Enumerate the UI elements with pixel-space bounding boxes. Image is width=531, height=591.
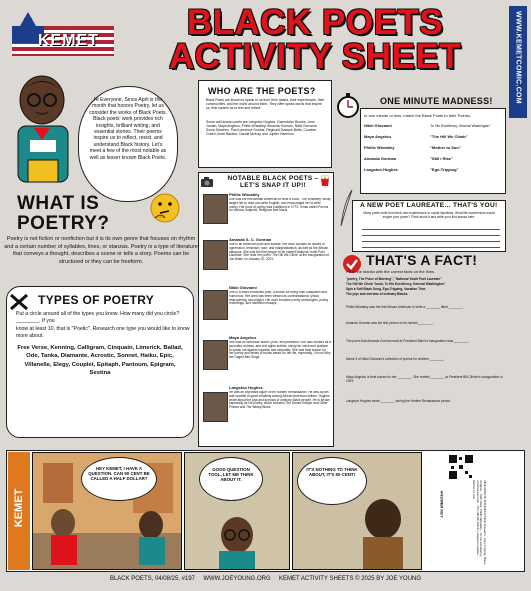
poet-portrait-hughes [203,392,228,422]
minute-title: ONE MINUTE MADNESS! [380,96,493,106]
minute-poems [430,124,504,179]
intro-text: Hi Everyone, Since April is the month that honors Poetry, let us consider the works of Black Poets. Black poets' work provides rich insights, brilliant writing, and essential stories. Their poems inspire us to reflect, resist, and understand Black history. Let's meet a few of the most notable as well as lesser known Black Poets. [89,97,167,161]
answer-key-title: ANSWER KEY [439,490,445,518]
word-bank-item: The Hill We Climb "book, To His Excellency, General Washington" [346,282,446,286]
types-title: TYPES OF POETRY [38,293,155,307]
comic-panel-1 [32,452,182,570]
what-is-poetry-title: WHAT IS POETRY? [17,193,110,234]
laureate-text: Many poets write from their own experiences or social injustices. What life experiences would inspire your poem? Think about it and write your first stanza here. [363,211,495,219]
poet-match-item: Maya Angelou [364,134,391,139]
poem-match-item: "Still I Rise" [430,156,453,161]
comic-bubble-3 [297,457,367,505]
kemet-logo [8,8,118,66]
notable-title-1: NOTABLE BLACK POETS – [227,175,319,182]
poet-bio: She is an American poet and activist. Her work focuses on issues of oppression, feminism, race, and marginalization, as well as the African diaspora. She was the first person to be named National Youth Poet Laureate. She read her poem 'The Hill We Climb' at the inauguration of Joe Biden on January 20, 2021. [229,243,330,262]
thinking-emoji-icon [149,192,181,224]
poem-match-item: "The Hill We Climb" [430,134,468,139]
poet-bio: She was the first African American to write a book, 'The Wheatley' family taught her to read and write English, and encouraged her to write poetry. Her book of poetry was published in 1773. It was called Poems on Various Subjects, Religious and Moral. [229,198,331,213]
poet-portrait-gorman [203,240,228,270]
who-are-p1: Black Poets are known to speak to us from their hearts, their experiences, their communities, and the world around them. They offer speak words that inspire us, that causes us to feel and reflect. [206,98,325,111]
notable-title-2: LET'S SNAP IT UP!! [239,182,307,189]
poet-name: Amanda S. C. Gorman [229,237,272,242]
poet-match-item: Amanda Gorman [364,156,397,161]
kemet-character [4,70,86,198]
poet-match-item: Phillis Wheatley [364,145,395,150]
comic-bubble-3-text: IT'S NOTHING TO THINK ABOUT, IT'S 50 CENT! [306,467,358,478]
poet-name: Phillis Wheatley [229,192,260,197]
fact-instruction: Fill in the blanks with the correct facts on the lines. [346,269,436,274]
minute-poets [364,124,426,179]
fact-q2: Amanda Gorman was the first person to be named ________. [346,321,434,325]
write-line[interactable] [362,242,500,248]
answer-key-text: ONE MINUTE MADNESS! Nikki Giovanni - Ego-Tripping; Maya Angelou - Still I Rise; Phillis Wheatley - To His Excellency; Amanda Gorman - The Hill We Climb; Langston Hughes - Mother to Son [472,480,488,565]
poet-bio: She was an American author, poet, and professor. She also worked as a journalist, actress, and civil rights activist, using her voice and platform to speak out against injustice and inequality. She was best known for her poetry and series of books based on her life, especially, I Know Why the Caged Bird Sings. [229,341,331,360]
poem-match-item: "In His Excellency, General Washington" [430,124,491,128]
title-line1: BLACK POETS [186,3,444,42]
comic-bubble-2-text: GOOD QUESTION TOOL, LET ME THINK ABOUT IT. [208,467,254,483]
word-bank-item: The joys and sorrows of ordinary Blacks [346,292,408,296]
types-list: Free Verse, Kenning, Calligram, Cinquain, Limerick, Ballad, Ode, Tanka, Diamante, Acrostic, Sonnet, Haiku, Epic, Villanelle, Elegy, Couplet, Epitaph, Pantoum, Epigram, Sestina [17,345,183,377]
intro-speech-bubble [78,86,178,202]
qr-code-icon [448,454,474,480]
poet-match-item: Langston Hughes [364,167,398,172]
fact-title: THAT'S A FACT! [366,252,478,268]
poet-portrait-angelou [203,340,228,370]
kemet-brand: KEMET [38,32,99,49]
comic-bubble-1 [81,457,157,501]
what-is-poetry-text: Poetry is not fiction or nonfiction but it is its own genre that focuses on rhythm and a certain number of syllables, lines, or stanzas. Poetry is a type of literature that conveys a thought, describes a scene or tells a story. Poems can be structured or they can be freeform. [4,236,198,265]
word-bank-item: "poetry, The Pulse of Morning", "National Youth Poet Laureate" [346,277,442,281]
side-url [509,6,527,118]
poet-name: Langston Hughes [229,385,263,390]
poem-match-item: "Ego-Tripping" [430,167,459,172]
comic-panel-2 [184,452,290,570]
title-line2: ACTIVITY SHEET [168,37,462,76]
poet-name: Maya Angelou [229,335,256,340]
camera-icon [200,175,214,187]
minute-instruction: In one minute or less, match the Black Poets to their Poems. [364,113,472,118]
fact-q4: Name 3 of Nikki Giovanni's collection of poems for children ________. [346,357,445,361]
comic-brand-tab [8,452,30,570]
footer: BLACK POETS, 04/08/25, #197 WWW.JOEYOUNG.ORG KEMET ACTIVITY SHEETS © 2025 BY JOE YOUNG [109,576,422,582]
poet-portrait-giovanni [203,290,228,320]
side-url-text: WWW.KEMETCOMIC.COM [514,11,522,104]
who-are-title: WHO ARE THE POETS? [208,86,316,96]
comic-panel-3 [292,452,422,570]
popcorn-icon [318,173,332,187]
fact-q3: The poem that Amanda Gorman read at President Biden's Inauguration was ________. [346,339,470,343]
poet-bio: He was an important figure of the Harlem Renaissance. He was a poet and novelist of great creativity among African American writers. Hughes wrote about the joys and sorrows of ordinary Black people. He is known especially for his poetry, which includes The Dream Keeper and Other Poems and The Weary Blues. [229,391,330,410]
stopwatch-icon [336,92,360,118]
fact-q6: Langston Hughes wrote ________ during the Harlem Renaissance period. [346,399,451,403]
fact-q1: Phillis Wheatley was the first African American to write a ________ titled ________. [346,305,464,309]
fact-word-bank [346,278,506,298]
comic-brand-text: KEMET [13,488,25,528]
poet-bio: She is a world-renowned poet, a known for being both outspoken and humorous. Her work has been viewed as confrontational, lyrical, empowering, and playful. Her work includes poetry anthologies, poetry recordings, and nonfiction essays. [229,291,329,306]
who-are-p2: Some well-known poets are Langston Hughes, Gwendolyn Brooks, June Jordan, Maya Angelou, Phillis Wheatley, Amanda Gorman, Nikki Giovanni, Sonia Sanchez, Paul Laurence Dunbar, Reginald Dwayne Betts, Countee Cullen, Amiri Baraka, Claude McKay, and Jupiter Hammon. [206,120,318,137]
poet-portrait-wheatley [203,194,228,224]
poem-match-item: "Mother to Son" [430,145,461,150]
poet-match-item: Nikki Giovanni [364,123,392,128]
comic-bubble-1-text: HEY KEMET, I HAVE A QUESTION. CAN 50 CENT BE CALLED A HALF DOLLAR? [88,466,150,482]
pencil-cross-icon [8,292,30,312]
comic-bubble-2 [199,457,263,501]
laureate-title: A NEW POET LAUREATE... THAT'S YOU! [360,202,498,209]
types-prompt-b: know at least 10, that is "Poetic". Research one type you would like to know more about. [16,326,190,340]
answer-key [424,452,524,570]
fact-q5: Maya Angelou is best known for her ________. She recited ________ at President Bill Clinton's Inauguration in 1993. [346,375,503,383]
laureate-lines [362,224,500,248]
word-bank-item: Spin a Soft Black Song, Ego-Tripping, Vacation Time [346,287,426,291]
poet-name: Nikki Giovanni [229,285,257,290]
types-prompt-a: Put a circle around all of the types you know. How many did you circle? ________. If you [16,311,180,325]
